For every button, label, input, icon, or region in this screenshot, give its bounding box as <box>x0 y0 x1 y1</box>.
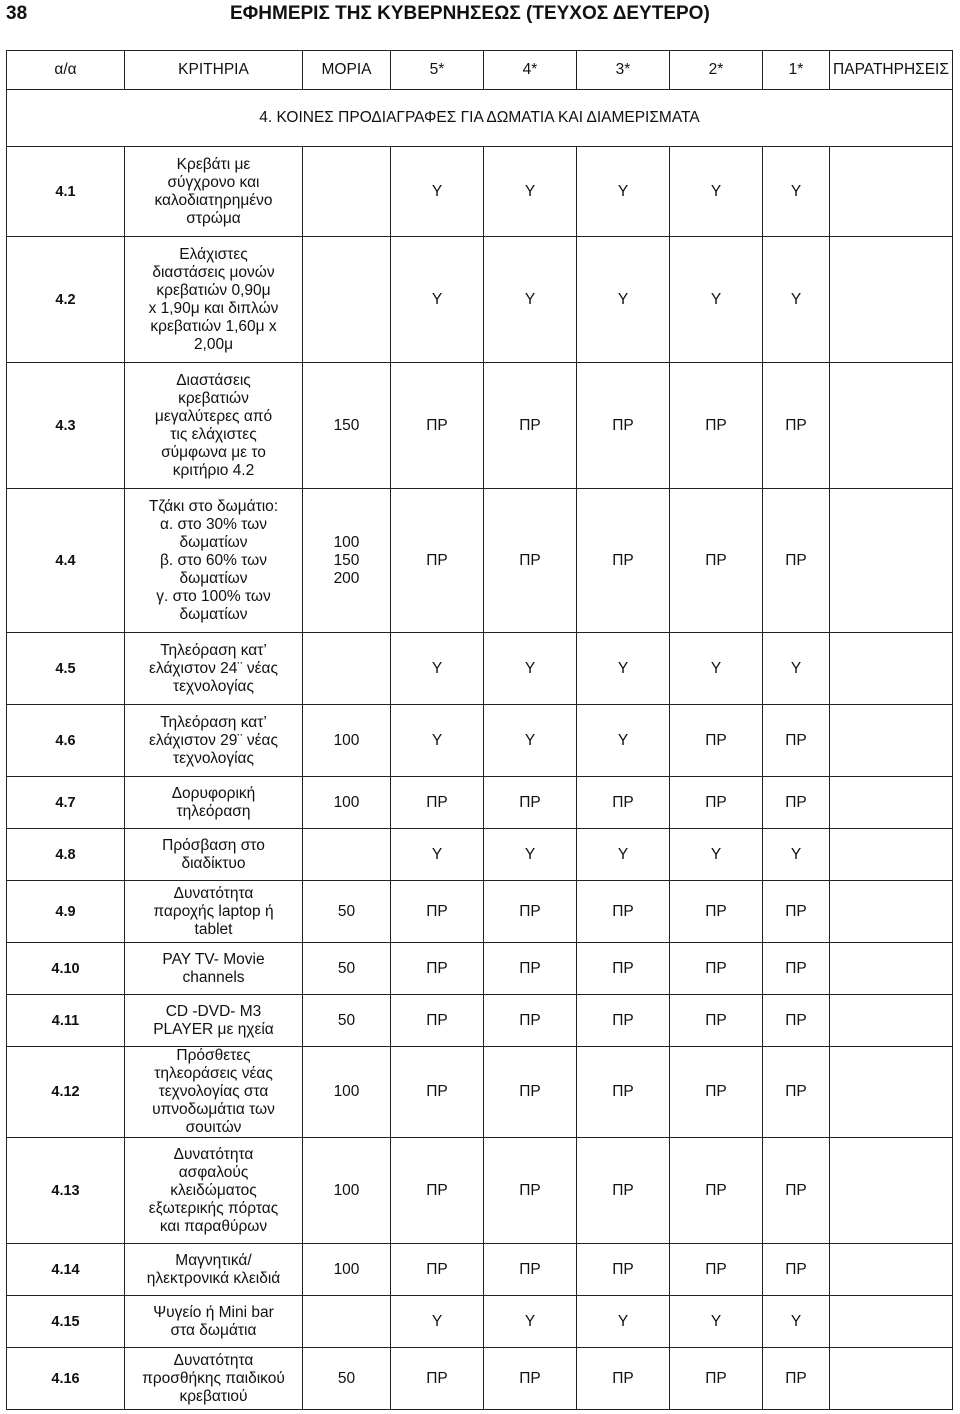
points-value: 100 <box>303 1047 391 1138</box>
header-3-star: 3* <box>577 51 670 90</box>
criterion-text: Δυνατότητα ασφαλούς κλειδώματος εξωτερικής πόρτας και παραθύρων <box>125 1138 303 1244</box>
star-5-value: Υ <box>391 1296 484 1348</box>
points-value <box>303 633 391 705</box>
star-1-value: Υ <box>763 147 830 237</box>
star-5-value: ΠΡ <box>391 1348 484 1410</box>
star-5-value: ΠΡ <box>391 943 484 995</box>
table-row <box>7 829 953 881</box>
notes-cell <box>830 237 953 363</box>
criterion-text: Ψυγείο ή Mini bar στα δωμάτια <box>125 1296 303 1348</box>
star-1-value: ΠΡ <box>763 489 830 633</box>
points-value <box>303 237 391 363</box>
star-2-value: ΠΡ <box>670 777 763 829</box>
star-1-value: Υ <box>763 829 830 881</box>
table-row <box>7 1138 953 1244</box>
points-value: 50 <box>303 995 391 1047</box>
star-1-value: Υ <box>763 1296 830 1348</box>
header-2-star: 2* <box>670 51 763 90</box>
table-row <box>7 363 953 489</box>
star-5-value: Υ <box>391 705 484 777</box>
star-4-value: ΠΡ <box>484 1138 577 1244</box>
star-4-value: Υ <box>484 147 577 237</box>
notes-cell <box>830 943 953 995</box>
star-2-value: Υ <box>670 237 763 363</box>
criterion-text: Διαστάσεις κρεβατιών μεγαλύτερες από τις ελάχιστες σύμφωνα με το κριτήριο 4.2 <box>125 363 303 489</box>
star-3-value: Υ <box>577 705 670 777</box>
points-value: 50 <box>303 943 391 995</box>
star-3-value: Υ <box>577 147 670 237</box>
header-notes: ΠΑΡΑΤΗΡΗΣΕΙΣ <box>830 51 953 90</box>
star-3-value: Υ <box>577 1296 670 1348</box>
points-value: 100 150 200 <box>303 489 391 633</box>
star-5-value: ΠΡ <box>391 489 484 633</box>
star-3-value: ΠΡ <box>577 995 670 1047</box>
star-5-value: Υ <box>391 633 484 705</box>
star-5-value: Υ <box>391 147 484 237</box>
criterion-text: PAY TV- Movie channels <box>125 943 303 995</box>
star-5-value: ΠΡ <box>391 1244 484 1296</box>
star-1-value: ΠΡ <box>763 1138 830 1244</box>
star-2-value: ΠΡ <box>670 1348 763 1410</box>
star-4-value: ΠΡ <box>484 995 577 1047</box>
star-2-value: Υ <box>670 147 763 237</box>
star-3-value: ΠΡ <box>577 777 670 829</box>
star-4-value: ΠΡ <box>484 1348 577 1410</box>
row-number: 4.1 <box>7 147 125 237</box>
notes-cell <box>830 1047 953 1138</box>
running-title: ΕΦΗΜΕΡΙΣ ΤΗΣ ΚΥΒΕΡΝΗΣΕΩΣ (ΤΕΥΧΟΣ ΔΕΥΤΕΡΟ) <box>230 3 710 24</box>
star-4-value: ΠΡ <box>484 1244 577 1296</box>
points-value <box>303 147 391 237</box>
table-row <box>7 1047 953 1138</box>
header-4-star: 4* <box>484 51 577 90</box>
table-row <box>7 995 953 1047</box>
star-4-value: ΠΡ <box>484 943 577 995</box>
notes-cell <box>830 1296 953 1348</box>
row-number: 4.5 <box>7 633 125 705</box>
criterion-text: Κρεβάτι με σύγχρονο και καλοδιατηρημένο στρώμα <box>125 147 303 237</box>
header-aa: α/α <box>7 51 125 90</box>
star-4-value: Υ <box>484 705 577 777</box>
points-value: 100 <box>303 705 391 777</box>
star-5-value: Υ <box>391 829 484 881</box>
star-3-value: ΠΡ <box>577 943 670 995</box>
star-1-value: ΠΡ <box>763 943 830 995</box>
criterion-text: Δορυφορική τηλεόραση <box>125 777 303 829</box>
header-1-star: 1* <box>763 51 830 90</box>
notes-cell <box>830 829 953 881</box>
notes-cell <box>830 489 953 633</box>
section-row <box>7 90 953 147</box>
star-3-value: ΠΡ <box>577 1047 670 1138</box>
row-number: 4.9 <box>7 881 125 943</box>
star-3-value: Υ <box>577 633 670 705</box>
star-5-value: ΠΡ <box>391 881 484 943</box>
table-row <box>7 1348 953 1410</box>
star-2-value: ΠΡ <box>670 943 763 995</box>
star-2-value: ΠΡ <box>670 363 763 489</box>
star-2-value: ΠΡ <box>670 1047 763 1138</box>
criterion-text: Πρόσβαση στο διαδίκτυο <box>125 829 303 881</box>
star-4-value: ΠΡ <box>484 777 577 829</box>
star-4-value: ΠΡ <box>484 489 577 633</box>
notes-cell <box>830 881 953 943</box>
star-4-value: Υ <box>484 829 577 881</box>
star-3-value: ΠΡ <box>577 363 670 489</box>
star-5-value: ΠΡ <box>391 995 484 1047</box>
star-4-value: Υ <box>484 1296 577 1348</box>
star-1-value: ΠΡ <box>763 705 830 777</box>
star-2-value: ΠΡ <box>670 1244 763 1296</box>
points-value: 50 <box>303 881 391 943</box>
criterion-text: Τζάκι στο δωμάτιο: α. στο 30% των δωματίων β. στο 60% των δωματίων γ. στο 100% των δωματίων <box>125 489 303 633</box>
criterion-text: Δυνατότητα παροχής laptop ή tablet <box>125 881 303 943</box>
star-5-value: Υ <box>391 237 484 363</box>
star-2-value: ΠΡ <box>670 1138 763 1244</box>
star-1-value: ΠΡ <box>763 1348 830 1410</box>
star-1-value: ΠΡ <box>763 881 830 943</box>
header-row <box>7 51 953 90</box>
star-1-value: Υ <box>763 237 830 363</box>
star-5-value: ΠΡ <box>391 363 484 489</box>
page-header <box>0 0 960 30</box>
row-number: 4.13 <box>7 1138 125 1244</box>
star-3-value: Υ <box>577 829 670 881</box>
points-value: 100 <box>303 1138 391 1244</box>
star-4-value: ΠΡ <box>484 881 577 943</box>
row-number: 4.6 <box>7 705 125 777</box>
header-5-star: 5* <box>391 51 484 90</box>
notes-cell <box>830 995 953 1047</box>
star-4-value: ΠΡ <box>484 363 577 489</box>
row-number: 4.3 <box>7 363 125 489</box>
criterion-text: Τηλεόραση κατ’ ελάχιστον 29¨ νέας τεχνολογίας <box>125 705 303 777</box>
star-1-value: ΠΡ <box>763 363 830 489</box>
criterion-text: Μαγνητικά/ ηλεκτρονικά κλειδιά <box>125 1244 303 1296</box>
star-3-value: ΠΡ <box>577 1244 670 1296</box>
star-5-value: ΠΡ <box>391 1138 484 1244</box>
section-title: 4. ΚΟΙΝΕΣ ΠΡΟΔΙΑΓΡΑΦΕΣ ΓΙΑ ΔΩΜΑΤΙΑ ΚΑΙ ΔΙΑΜΕΡΙΣΜΑΤΑ <box>7 90 953 147</box>
table-row <box>7 1296 953 1348</box>
row-number: 4.10 <box>7 943 125 995</box>
table-row <box>7 881 953 943</box>
notes-cell <box>830 633 953 705</box>
row-number: 4.4 <box>7 489 125 633</box>
table-row <box>7 777 953 829</box>
points-value: 150 <box>303 363 391 489</box>
table-row <box>7 489 953 633</box>
table-row <box>7 147 953 237</box>
criterion-text: CD -DVD- M3 PLAYER με ηχεία <box>125 995 303 1047</box>
notes-cell <box>830 1138 953 1244</box>
page-number: 38 <box>6 3 28 24</box>
star-1-value: ΠΡ <box>763 995 830 1047</box>
notes-cell <box>830 147 953 237</box>
header-criteria: ΚΡΙΤΗΡΙΑ <box>125 51 303 90</box>
star-1-value: ΠΡ <box>763 777 830 829</box>
notes-cell <box>830 1348 953 1410</box>
row-number: 4.8 <box>7 829 125 881</box>
row-number: 4.16 <box>7 1348 125 1410</box>
table-row <box>7 237 953 363</box>
notes-cell <box>830 705 953 777</box>
table-row <box>7 633 953 705</box>
table-row <box>7 1244 953 1296</box>
star-4-value: ΠΡ <box>484 1047 577 1138</box>
star-2-value: ΠΡ <box>670 995 763 1047</box>
row-number: 4.2 <box>7 237 125 363</box>
table-row <box>7 943 953 995</box>
star-3-value: ΠΡ <box>577 881 670 943</box>
row-number: 4.14 <box>7 1244 125 1296</box>
points-value: 50 <box>303 1348 391 1410</box>
notes-cell <box>830 777 953 829</box>
star-4-value: Υ <box>484 237 577 363</box>
star-5-value: ΠΡ <box>391 777 484 829</box>
table-row <box>7 705 953 777</box>
star-2-value: Υ <box>670 1296 763 1348</box>
star-2-value: ΠΡ <box>670 705 763 777</box>
star-5-value: ΠΡ <box>391 1047 484 1138</box>
row-number: 4.15 <box>7 1296 125 1348</box>
star-2-value: Υ <box>670 829 763 881</box>
star-4-value: Υ <box>484 633 577 705</box>
star-3-value: Υ <box>577 237 670 363</box>
star-2-value: ΠΡ <box>670 881 763 943</box>
criteria-table <box>6 50 953 1410</box>
header-points: ΜΟΡΙΑ <box>303 51 391 90</box>
points-value <box>303 829 391 881</box>
criterion-text: Πρόσθετες τηλεοράσεις νέας τεχνολογίας στα υπνοδωμάτια των σουιτών <box>125 1047 303 1138</box>
criterion-text: Δυνατότητα προσθήκης παιδικού κρεβατιού <box>125 1348 303 1410</box>
criterion-text: Ελάχιστες διαστάσεις μονών κρεβατιών 0,90μ x 1,90μ και διπλών κρεβατιών 1,60μ x 2,00μ <box>125 237 303 363</box>
star-3-value: ΠΡ <box>577 1138 670 1244</box>
star-1-value: Υ <box>763 633 830 705</box>
row-number: 4.7 <box>7 777 125 829</box>
row-number: 4.12 <box>7 1047 125 1138</box>
star-1-value: ΠΡ <box>763 1047 830 1138</box>
notes-cell <box>830 363 953 489</box>
star-3-value: ΠΡ <box>577 489 670 633</box>
star-2-value: Υ <box>670 633 763 705</box>
star-2-value: ΠΡ <box>670 489 763 633</box>
notes-cell <box>830 1244 953 1296</box>
criterion-text: Τηλεόραση κατ’ ελάχιστον 24¨ νέας τεχνολογίας <box>125 633 303 705</box>
star-1-value: ΠΡ <box>763 1244 830 1296</box>
points-value <box>303 1296 391 1348</box>
row-number: 4.11 <box>7 995 125 1047</box>
star-3-value: ΠΡ <box>577 1348 670 1410</box>
points-value: 100 <box>303 777 391 829</box>
points-value: 100 <box>303 1244 391 1296</box>
